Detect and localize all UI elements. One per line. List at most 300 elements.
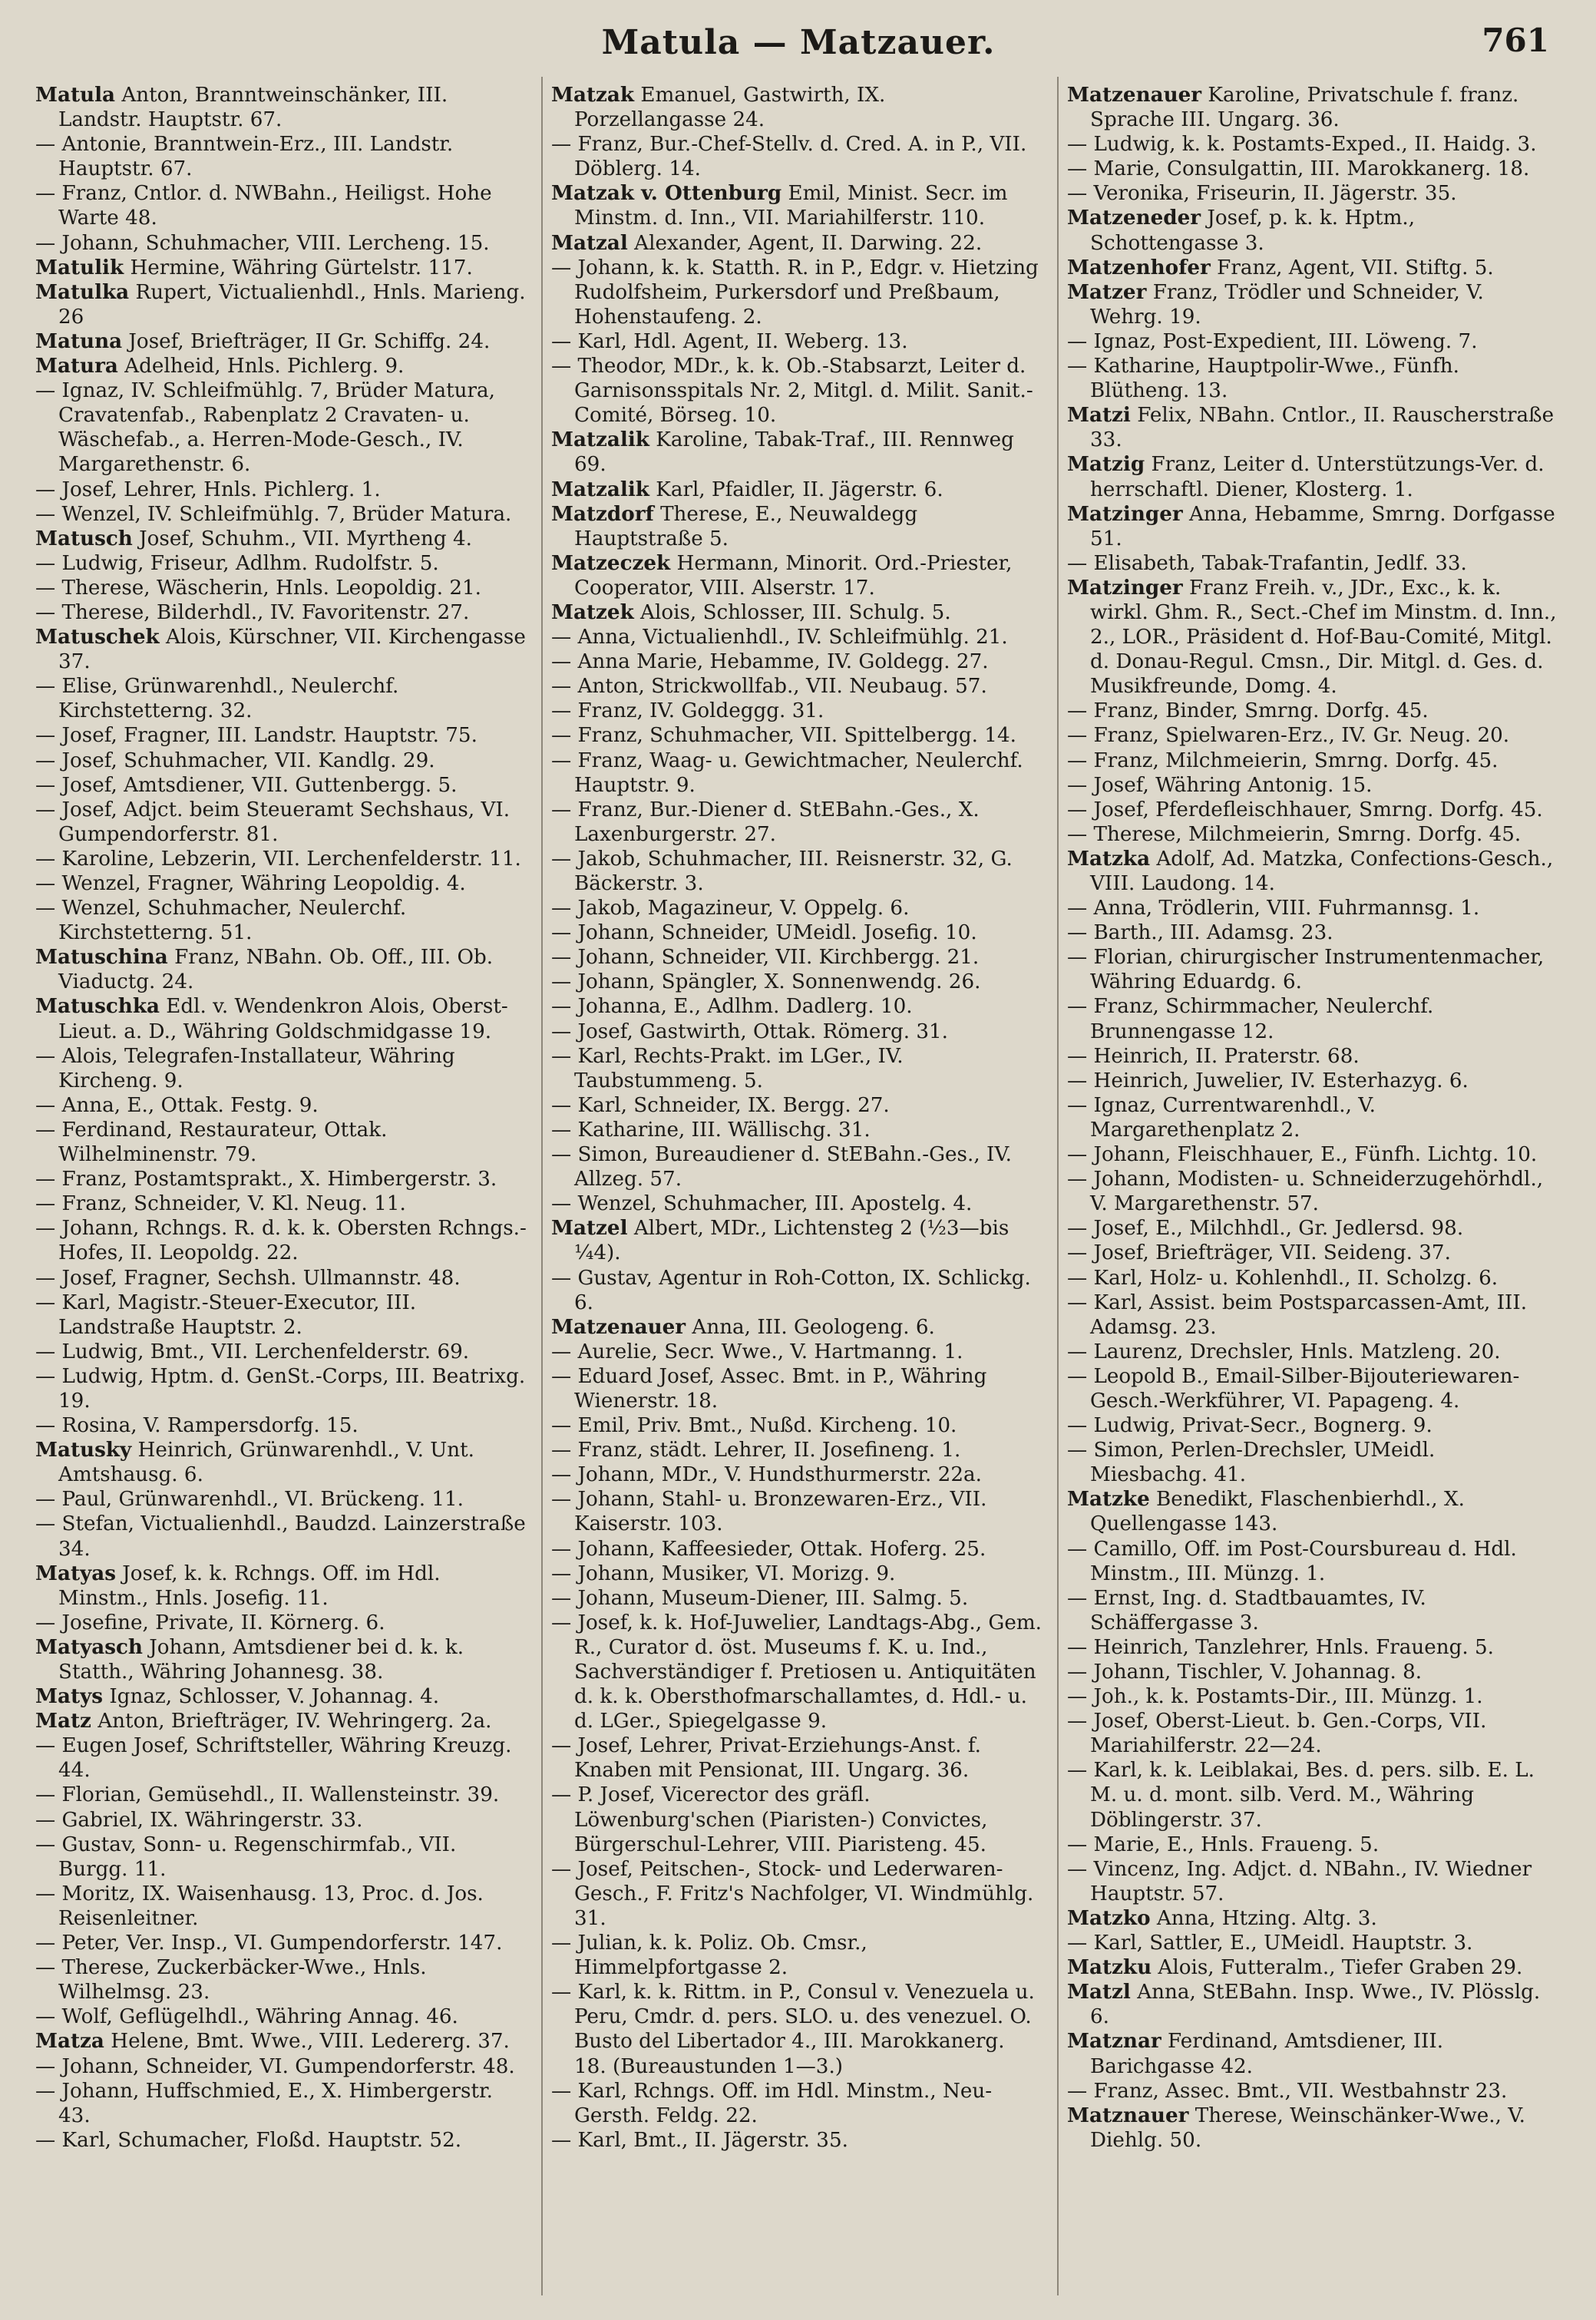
entry-surname: Matzenhofer xyxy=(1067,255,1211,279)
directory-entry xyxy=(551,798,1043,847)
entry-surname: Matzeczek xyxy=(551,550,671,575)
entry-details: — Therese, Wäscherin, Hnls. Leopoldig. 21. xyxy=(35,576,481,600)
directory-entry xyxy=(551,1413,1043,1438)
directory-entry xyxy=(35,280,527,329)
entry-details: — Josef, Lehrer, Hnls. Pichlerg. 1. xyxy=(35,478,381,501)
entry-details: — Gustav, Sonn- u. Regenschirmfab., VII. Burgg. 11. xyxy=(35,1833,457,1881)
directory-entry xyxy=(551,674,1043,699)
directory-entry xyxy=(1067,1857,1558,1906)
entry-details: Emil, Minist. Secr. im Minstm. d. Inn., VII. Mariahilferstr. 110. xyxy=(574,182,1008,230)
entry-details: — Wenzel, Fragner, Währing Leopoldig. 4. xyxy=(35,872,466,895)
entry-details: Alois, Schlosser, III. Schulg. 5. xyxy=(633,600,951,624)
entry-details: — Franz, Milchmeierin, Smrng. Dorfg. 45. xyxy=(1067,749,1499,772)
directory-entry xyxy=(551,1562,1043,1586)
directory-entry xyxy=(35,847,527,871)
directory-entry xyxy=(551,1980,1043,2078)
entry-details: — Eugen Josef, Schriftsteller, Währing Kreuzg. 44. xyxy=(35,1734,512,1783)
directory-entry xyxy=(551,83,1043,132)
directory-entry xyxy=(551,2079,1043,2128)
entry-details: Franz, NBahn. Ob. Off., III. Ob. Viaductg. 24. xyxy=(58,946,494,994)
directory-entry xyxy=(551,1142,1043,1191)
entry-details: — Paul, Grünwarenhdl., VI. Brückeng. 11. xyxy=(35,1488,464,1512)
directory-entry xyxy=(1067,699,1558,723)
directory-entry xyxy=(551,1611,1043,1733)
directory-entry xyxy=(35,1291,527,1340)
entry-details: Anna, III. Geologeng. 6. xyxy=(686,1315,935,1339)
directory-entry xyxy=(35,354,527,378)
entry-details: — Karl, Magistr.-Steuer-Executor, III. Landstraße Hauptstr. 2. xyxy=(35,1291,417,1339)
directory-entry xyxy=(1067,2104,1558,2153)
directory-entry xyxy=(1067,1758,1558,1832)
entry-surname: Matyas xyxy=(35,1561,116,1585)
directory-entry xyxy=(35,1093,527,1118)
directory-entry xyxy=(35,132,527,181)
entry-details: — Josef, Währing Antonig. 15. xyxy=(1067,773,1373,797)
entry-surname: Matzko xyxy=(1067,1905,1151,1930)
directory-entry xyxy=(1067,1931,1558,1955)
directory-entry xyxy=(1067,847,1558,896)
directory-entry xyxy=(1067,206,1558,255)
column-2 xyxy=(551,83,1043,2302)
directory-entry xyxy=(1067,920,1558,945)
entry-details: Adolf, Ad. Matzka, Confections-Gesch., VIII. Laudong. 14. xyxy=(1090,847,1554,895)
directory-entry xyxy=(35,2079,527,2128)
entry-surname: Matzinger xyxy=(1067,501,1183,526)
page-number: 761 xyxy=(1482,21,1549,59)
directory-entry xyxy=(551,625,1043,649)
directory-entry xyxy=(551,1462,1043,1487)
running-title: Matula — Matzauer. xyxy=(601,23,996,62)
entry-details: — Moritz, IX. Waisenhausg. 13, Proc. d. Jos. Reisenleitner. xyxy=(35,1882,484,1930)
directory-entry xyxy=(35,256,527,280)
entry-details: — Veronika, Friseurin, II. Jägerstr. 35. xyxy=(1067,182,1457,206)
entry-details: — Wenzel, Schuhmacher, Neulerchf. Kirchstetterng. 51. xyxy=(35,897,407,945)
entry-details: — P. Josef, Vicerector des gräfl. Löwenburg'schen (Piaristen-) Convictes, Bürgerschul-Lehrer, VIII. Piaristeng. 45. xyxy=(551,1783,988,1856)
entry-details: — Aurelie, Secr. Wwe., V. Hartmanng. 1. xyxy=(551,1340,963,1363)
entry-details: — Anna, Trödlerin, VIII. Fuhrmannsg. 1. xyxy=(1067,897,1480,920)
directory-entry xyxy=(551,231,1043,256)
directory-entry xyxy=(35,994,527,1043)
entry-details: — Karl, Schneider, IX. Bergg. 27. xyxy=(551,1093,890,1117)
directory-entry xyxy=(551,649,1043,674)
directory-entry xyxy=(35,1733,527,1783)
entry-details: Albert, MDr., Lichtensteg 2 (½3—bis ¼4). xyxy=(574,1217,1009,1265)
directory-entry xyxy=(35,1216,527,1265)
entry-details: — Ernst, Ing. d. Stadtbauamtes, IV. Schäffergasse 3. xyxy=(1067,1586,1426,1634)
entry-surname: Matz xyxy=(35,1709,91,1733)
directory-entry xyxy=(1067,798,1558,822)
entry-details: — Franz, Cntlor. d. NWBahn., Heiligst. Hohe Warte 48. xyxy=(35,182,492,230)
entry-details: — Karl, k. k. Rittm. in P., Consul v. Venezuela u. Peru, Cmdr. d. pers. SLO. u. des venezuel. O. Busto del Libertador 4., III. Marokkanerg. 18. (Bureaustunden 1—3.) xyxy=(551,1981,1035,2078)
entry-surname: Matzak v. Ottenburg xyxy=(551,181,782,206)
directory-entry xyxy=(1067,1684,1558,1709)
directory-entry xyxy=(35,2128,527,2153)
entry-details: — Franz, Schuhmacher, VII. Spittelbergg. 14. xyxy=(551,724,1016,748)
directory-entry xyxy=(1067,1586,1558,1635)
entry-details: Heinrich, Grünwarenhdl., V. Unt. Amtshausg. 6. xyxy=(58,1439,474,1487)
entry-details: Felix, NBahn. Cntlor., II. Rauscherstraße 33. xyxy=(1090,404,1555,452)
directory-entry xyxy=(551,1586,1043,1611)
directory-entry xyxy=(1067,822,1558,847)
entry-details: — Ludwig, k. k. Postamts-Exped., II. Haidg. 3. xyxy=(1067,133,1537,157)
directory-entry xyxy=(1067,2079,1558,2104)
entry-details: Anna, Htzing. Altg. 3. xyxy=(1150,1906,1377,1930)
entry-details: — Eduard Josef, Assec. Bmt. in P., Währing Wienerstr. 18. xyxy=(551,1364,987,1413)
entry-details: — Peter, Ver. Insp., VI. Gumpendorferstr. 147. xyxy=(35,1932,503,1955)
directory-entry xyxy=(35,2054,527,2079)
entry-details: — Wenzel, Schuhmacher, III. Apostelg. 4. xyxy=(551,1192,973,1216)
entry-details: — Johann, Schneider, VI. Gumpendorferstr. 48. xyxy=(35,2054,515,2078)
entry-surname: Matusch xyxy=(35,526,133,550)
entry-surname: Matzalik xyxy=(551,477,649,501)
directory-entry xyxy=(1067,1044,1558,1069)
entry-details: — Karl, Sattler, E., UMeidl. Hauptstr. 3. xyxy=(1067,1932,1473,1955)
directory-entry xyxy=(35,1562,527,1611)
directory-entry xyxy=(551,1364,1043,1413)
entry-details: Helene, Bmt. Wwe., VIII. Ledererg. 37. xyxy=(104,2030,510,2054)
entry-details: — Franz, Bur.-Chef-Stellv. d. Cred. A. in P., VII. Döblerg. 14. xyxy=(551,133,1027,181)
entry-details: — Anton, Strickwollfab., VII. Neubaug. 57. xyxy=(551,675,987,699)
entry-details: — Johanna, E., Adlhm. Dadlerg. 10. xyxy=(551,995,913,1019)
entry-details: — Johann, Fleischhauer, E., Fünfh. Lichtg. 10. xyxy=(1067,1143,1538,1167)
entry-details: — Johann, Schneider, UMeidl. Josefig. 10. xyxy=(551,921,977,945)
directory-entry xyxy=(551,1783,1043,1856)
directory-entry xyxy=(35,1512,527,1561)
entry-details: Karoline, Tabak-Traf., III. Rennweg 69. xyxy=(574,428,1014,477)
entry-details: — Josef, Lehrer, Privat-Erziehungs-Anst. f. Knaben mit Pensionat, III. Ungarg. 36. xyxy=(551,1734,981,1783)
entry-details: — Karl, Bmt., II. Jägerstr. 35. xyxy=(551,2128,848,2152)
directory-entry xyxy=(35,896,527,945)
directory-entry xyxy=(35,1684,527,1709)
directory-entry xyxy=(35,1413,527,1438)
directory-entry xyxy=(1067,354,1558,403)
directory-entry xyxy=(1067,994,1558,1043)
entry-details: — Therese, Milchmeierin, Smrng. Dorfg. 45. xyxy=(1067,822,1522,846)
directory-entry xyxy=(1067,1291,1558,1340)
entry-details: — Josef, Oberst-Lieut. b. Gen.-Corps, VII. Mariahilferstr. 22—24. xyxy=(1067,1710,1487,1758)
directory-entry xyxy=(35,773,527,798)
directory-entry xyxy=(1067,551,1558,576)
directory-entry xyxy=(1067,1142,1558,1167)
directory-entry xyxy=(1067,1438,1558,1487)
entry-details: — Josef, Adjct. beim Steueramt Sechshaus, VI. Gumpendorferstr. 81. xyxy=(35,798,511,846)
directory-entry xyxy=(1067,1709,1558,1758)
entry-details: — Camillo, Off. im Post-Coursbureau d. Hdl. Minstm., III. Münzg. 1. xyxy=(1067,1537,1517,1585)
directory-entry xyxy=(1067,1660,1558,1684)
directory-entry xyxy=(35,1266,527,1291)
directory-entry xyxy=(551,723,1043,748)
directory-entry xyxy=(35,1364,527,1413)
directory-entry xyxy=(551,920,1043,945)
entry-details: — Gustav, Agentur in Roh-Cotton, IX. Schlickg. 6. xyxy=(551,1266,1031,1314)
directory-entry xyxy=(35,1931,527,1955)
directory-entry xyxy=(35,723,527,748)
entry-details: — Josef, Briefträger, VII. Seideng. 37. xyxy=(1067,1241,1451,1265)
entry-details: — Josef, E., Milchhdl., Gr. Jedlersd. 98. xyxy=(1067,1217,1464,1241)
entry-surname: Matuschek xyxy=(35,625,160,649)
entry-details: — Simon, Perlen-Drechsler, UMeidl. Miesbachg. 41. xyxy=(1067,1439,1436,1487)
directory-entry xyxy=(35,83,527,132)
entry-details: — Alois, Telegrafen-Installateur, Währing Kircheng. 9. xyxy=(35,1044,455,1092)
entry-details: Anton, Briefträger, IV. Wehringerg. 2a. xyxy=(91,1710,492,1733)
directory-entry xyxy=(35,1118,527,1167)
entry-details: Therese, E., Neuwaldegg Hauptstraße 5. xyxy=(574,502,918,550)
entry-details: — Katharine, Hauptpolir-Wwe., Fünfh. Blütheng. 13. xyxy=(1067,355,1460,403)
entry-details: Anna, Hebamme, Smrng. Dorfgasse 51. xyxy=(1090,502,1555,550)
entry-details: — Karl, Hdl. Agent, II. Weberg. 13. xyxy=(551,329,908,353)
entry-details: — Josef, Pferdefleischhauer, Smrng. Dorfg. 45. xyxy=(1067,798,1543,821)
directory-entry xyxy=(35,1833,527,1882)
entry-details: — Anna, Victualienhdl., IV. Schleifmühlg. 21. xyxy=(551,626,1008,649)
entry-details: — Josef, Schuhmacher, VII. Kandlg. 29. xyxy=(35,749,435,772)
entry-surname: Matura xyxy=(35,354,118,378)
directory-entry xyxy=(551,1315,1043,1340)
entry-details: Benedikt, Flaschenbierhdl., X. Quellengasse 143. xyxy=(1090,1488,1465,1536)
directory-entry xyxy=(1067,329,1558,354)
entry-details: Therese, Weinschänker-Wwe., V. Diehlg. 50. xyxy=(1090,2104,1525,2152)
entry-details: Josef, k. k. Rchngs. Off. im Hdl. Minstm., Hnls. Josefig. 11. xyxy=(58,1562,441,1610)
entries-columns xyxy=(35,83,1563,2302)
entry-details: — Franz, Bur.-Diener d. StEBahn.-Ges., X. Laxenburgerstr. 27. xyxy=(551,798,980,846)
directory-entry xyxy=(1067,181,1558,206)
entry-surname: Matzel xyxy=(551,1216,628,1241)
entry-details: — Josef, Amtsdiener, VII. Guttenbergg. 5. xyxy=(35,773,458,797)
entry-details: — Stefan, Victualienhdl., Baudzd. Lainzerstraße 34. xyxy=(35,1512,526,1561)
directory-entry xyxy=(551,2128,1043,2153)
directory-entry xyxy=(35,329,527,354)
entry-details: — Franz, Waag- u. Gewichtmacher, Neulerchf. Hauptstr. 9. xyxy=(551,749,1023,797)
entry-details: — Elisabeth, Tabak-Trafantin, Jedlf. 33. xyxy=(1067,551,1467,575)
entry-details: — Theodor, MDr., k. k. Ob.-Stabsarzt, Leiter d. Garnisonsspitals Nr. 2, Mitgl. d. Milit. Sanit.-Comité, Börseg. 10. xyxy=(551,355,1033,428)
directory-entry xyxy=(551,1093,1043,1118)
entry-details: — Karl, Holz- u. Kohlenhdl., II. Scholzg. 6. xyxy=(1067,1266,1499,1290)
directory-entry xyxy=(35,1438,527,1487)
directory-entry xyxy=(35,478,527,502)
entry-details: Alois, Kürschner, VII. Kirchengasse 37. xyxy=(58,626,526,674)
directory-entry xyxy=(1067,502,1558,551)
directory-entry xyxy=(551,1487,1043,1536)
directory-entry xyxy=(1067,896,1558,920)
directory-entry xyxy=(551,1044,1043,1093)
directory-entry xyxy=(551,970,1043,994)
entry-details: — Josef, Fragner, Sechsh. Ullmannstr. 48. xyxy=(35,1266,461,1290)
entry-details: — Florian, chirurgischer Instrumentenmacher, Währing Eduardg. 6. xyxy=(1067,946,1545,994)
entry-details: Ignaz, Schlosser, V. Johannag. 4. xyxy=(103,1685,440,1709)
entry-surname: Matuschka xyxy=(35,994,160,1019)
directory-entry xyxy=(1067,1906,1558,1931)
entry-surname: Matzig xyxy=(1067,452,1145,477)
directory-entry xyxy=(551,994,1043,1019)
entry-details: — Heinrich, II. Praterstr. 68. xyxy=(1067,1044,1360,1068)
entry-details: — Elise, Grünwarenhdl., Neulerchf. Kirchstetterng. 32. xyxy=(35,675,399,723)
directory-entry xyxy=(551,945,1043,970)
directory-entry xyxy=(1067,256,1558,280)
entry-details: — Heinrich, Juwelier, IV. Esterhazyg. 6. xyxy=(1067,1069,1469,1092)
entry-details: Hermann, Minorit. Ord.-Priester, Cooperator, VIII. Alserstr. 17. xyxy=(574,551,1013,600)
entry-details: — Florian, Gemüsehdl., II. Wallensteinstr. 39. xyxy=(35,1783,500,1807)
entry-details: — Ludwig, Privat-Secr., Bognerg. 9. xyxy=(1067,1414,1432,1438)
entry-details: — Anna, E., Ottak. Festg. 9. xyxy=(35,1093,319,1117)
directory-entry xyxy=(1067,1537,1558,1586)
page-header xyxy=(31,17,1566,71)
directory-entry xyxy=(1067,157,1558,181)
entry-details: — Wenzel, IV. Schleifmühlg. 7, Brüder Matura. xyxy=(35,502,512,526)
entry-details: — Johann, Schneider, VII. Kirchbergg. 21. xyxy=(551,946,980,970)
entry-details: — Johann, k. k. Statth. R. in P., Edgr. v. Hietzing Rudolfsheim, Purkersdorf und Preßbaum, Hohenstaufeng. 2. xyxy=(551,256,1039,329)
entry-details: — Johann, Tischler, V. Johannag. 8. xyxy=(1067,1661,1423,1684)
entry-details: Franz, Agent, VII. Stiftg. 5. xyxy=(1210,256,1494,279)
entry-details: — Josef, Fragner, III. Landstr. Hauptstr. 75. xyxy=(35,724,477,748)
entry-details: — Franz, Assec. Bmt., VII. Westbahnstr 23. xyxy=(1067,2079,1508,2103)
entry-details: — Franz, IV. Goldeggg. 31. xyxy=(551,699,824,723)
entry-details: Karoline, Privatschule f. franz. Sprache III. Ungarg. 36. xyxy=(1090,84,1519,132)
directory-entry xyxy=(551,256,1043,329)
entry-details: — Karl, k. k. Leiblakai, Bes. d. pers. silb. E. L. M. u. d. mont. silb. Verd. M., Währing Döblingerstr. 37. xyxy=(1067,1759,1535,1832)
directory-entry xyxy=(35,181,527,230)
entry-details: — Franz, Postamtsprakt., X. Himbergerstr. 3. xyxy=(35,1168,497,1191)
entry-details: Rupert, Victualienhdl., Hnls. Marieng. 26 xyxy=(58,280,526,329)
entry-details: — Josefine, Private, II. Körnerg. 6. xyxy=(35,1611,385,1634)
entry-details: Ferdinand, Amtsdiener, III. Barichgasse 42. xyxy=(1090,2030,1444,2078)
entry-details: — Johann, MDr., V. Hundsthurmerstr. 22a. xyxy=(551,1463,982,1487)
directory-entry xyxy=(551,1216,1043,1265)
directory-entry xyxy=(551,1266,1043,1315)
entry-surname: Matzke xyxy=(1067,1487,1150,1512)
entry-details: — Franz, städt. Lehrer, II. Josefineng. 1. xyxy=(551,1439,961,1462)
directory-entry xyxy=(1067,1340,1558,1364)
directory-entry xyxy=(35,674,527,723)
directory-entry xyxy=(551,749,1043,798)
entry-surname: Matzl xyxy=(1067,1980,1131,2004)
entry-details: — Ignaz, Currentwarenhdl., V. Margarethenplatz 2. xyxy=(1067,1093,1376,1142)
entry-details: — Jakob, Magazineur, V. Oppelg. 6. xyxy=(551,897,910,920)
entry-details: — Ludwig, Hptm. d. GenSt.-Corps, III. Beatrixg. 19. xyxy=(35,1364,526,1413)
directory-entry xyxy=(35,1955,527,2004)
entry-surname: Matzdorf xyxy=(551,501,654,526)
entry-details: Adelheid, Hnls. Pichlerg. 9. xyxy=(117,355,405,378)
directory-entry xyxy=(1067,403,1558,452)
directory-entry xyxy=(1067,576,1558,699)
directory-entry xyxy=(35,1882,527,1931)
directory-entry xyxy=(35,1191,527,1216)
directory-entry xyxy=(1067,1635,1558,1660)
directory-entry xyxy=(1067,1487,1558,1536)
entry-details: — Karoline, Lebzerin, VII. Lerchenfelderstr. 11. xyxy=(35,847,521,871)
directory-entry xyxy=(35,2004,527,2029)
entry-details: Edl. v. Wendenkron Alois, Oberst-Lieut. a. D., Währing Goldschmidgasse 19. xyxy=(58,995,508,1043)
entry-surname: Matuna xyxy=(35,329,123,353)
directory-entry xyxy=(35,2029,527,2054)
directory-entry xyxy=(551,502,1043,551)
entry-details: — Ignaz, IV. Schleifmühlg. 7, Brüder Matura, Cravatenfab., Rabenplatz 2 Cravaten- u. Wäschefab., a. Herren-Mode-Gesch., IV. Margarethenstr. 6. xyxy=(35,379,495,477)
entry-details: Karl, Pfaidler, II. Jägerstr. 6. xyxy=(649,478,943,501)
entry-surname: Matza xyxy=(35,2029,104,2054)
directory-entry xyxy=(551,847,1043,896)
entry-details: — Leopold B., Email-Silber-Bijouteriewaren-Gesch.-Werkführer, VI. Papageng. 4. xyxy=(1067,1364,1520,1413)
entry-details: — Laurenz, Drechsler, Hnls. Matzleng. 20. xyxy=(1067,1340,1501,1363)
entry-surname: Matyasch xyxy=(35,1634,143,1659)
entry-details: — Ignaz, Post-Expedient, III. Löweng. 7. xyxy=(1067,329,1478,353)
entry-surname: Matzi xyxy=(1067,403,1131,428)
directory-entry xyxy=(1067,1216,1558,1241)
directory-entry xyxy=(35,231,527,256)
directory-entry xyxy=(1067,1241,1558,1265)
entry-details: Hermine, Währing Gürtelstr. 117. xyxy=(124,256,473,279)
entry-details: — Ludwig, Friseur, Adlhm. Rudolfstr. 5. xyxy=(35,551,439,575)
directory-entry xyxy=(35,576,527,600)
entry-details: — Wolf, Geflügelhdl., Währing Annag. 46. xyxy=(35,2005,458,2029)
directory-entry xyxy=(1067,452,1558,501)
entry-details: Anna, StEBahn. Insp. Wwe., IV. Plösslg. 6. xyxy=(1090,1981,1541,2029)
entry-details: — Franz, Schneider, V. Kl. Neug. 11. xyxy=(35,1192,406,1216)
entry-details: — Emil, Priv. Bmt., Nußd. Kircheng. 10. xyxy=(551,1414,957,1438)
directory-entry xyxy=(1067,83,1558,132)
directory-entry xyxy=(1067,723,1558,748)
entry-details: Franz Freih. v., JDr., Exc., k. k. wirkl. Ghm. R., Sect.-Chef im Minstm. d. Inn., 2., LOR., Präsident d. Hof-Bau-Comité, Mitgl. d. Donau-Regul. Cmsn., Dir. Mitgl. d. Ges. d. Musikfreunde, Domg. 4. xyxy=(1090,576,1557,699)
entry-details: — Franz, Spielwaren-Erz., IV. Gr. Neug. 20. xyxy=(1067,724,1510,748)
directory-entry xyxy=(35,1167,527,1191)
entry-surname: Matzenauer xyxy=(551,1314,686,1339)
entry-details: — Heinrich, Tanzlehrer, Hnls. Fraueng. 5. xyxy=(1067,1635,1495,1659)
directory-entry xyxy=(1067,132,1558,157)
entry-surname: Matzek xyxy=(551,600,634,624)
directory-entry xyxy=(1067,280,1558,329)
entry-details: — Barth., III. Adamsg. 23. xyxy=(1067,921,1333,945)
entry-details: — Joh., k. k. Postamts-Dir., III. Münzg. 1. xyxy=(1067,1685,1483,1709)
directory-entry xyxy=(551,181,1043,230)
entry-details: — Katharine, III. Wällischg. 31. xyxy=(551,1118,871,1142)
directory-entry xyxy=(35,945,527,994)
entry-details: — Antonie, Branntwein-Erz., III. Landstr. Hauptstr. 67. xyxy=(35,133,454,181)
entry-surname: Matzka xyxy=(1067,846,1151,871)
directory-entry xyxy=(35,798,527,847)
entry-details: — Karl, Assist. beim Postsparcassen-Amt, III. Adamsg. 23. xyxy=(1067,1291,1528,1339)
column-1 xyxy=(35,83,527,2302)
entry-surname: Matzku xyxy=(1067,1955,1152,1980)
entry-details: Emanuel, Gastwirth, IX. Porzellangasse 24. xyxy=(574,84,886,132)
directory-entry xyxy=(551,1733,1043,1783)
entry-details: — Simon, Bureaudiener d. StEBahn.-Ges., IV. Allzeg. 57. xyxy=(551,1143,1012,1191)
directory-entry xyxy=(551,1537,1043,1562)
entry-details: — Therese, Zuckerbäcker-Wwe., Hnls. Wilhelmsg. 23. xyxy=(35,1956,427,2004)
column-3 xyxy=(1067,83,1558,2302)
directory-entry xyxy=(35,527,527,551)
entry-details: — Johann, Spängler, X. Sonnenwendg. 26. xyxy=(551,970,981,994)
entry-details: — Anna Marie, Hebamme, IV. Goldegg. 27. xyxy=(551,650,989,674)
entry-details: — Karl, Schumacher, Floßd. Hauptstr. 52. xyxy=(35,2128,462,2152)
directory-entry xyxy=(35,871,527,896)
entry-surname: Matuschina xyxy=(35,945,168,970)
entry-details: Franz, Leiter d. Unterstützungs-Ver. d. herrschaftl. Diener, Klosterg. 1. xyxy=(1090,453,1545,501)
entry-details: — Johann, Rchngs. R. d. k. k. Obersten Rchngs.-Hofes, II. Leopoldg. 22. xyxy=(35,1217,527,1265)
entry-details: Josef, Schuhm., VII. Myrtheng 4. xyxy=(132,527,472,550)
entry-surname: Matznar xyxy=(1067,2029,1161,2054)
entry-details: Anton, Branntweinschänker, III. Landstr. Hauptstr. 67. xyxy=(58,84,448,132)
directory-entry xyxy=(1067,1364,1558,1413)
entry-details: — Josef, Peitschen-, Stock- und Lederwaren-Gesch., F. Fritz's Nachfolger, VI. Windmühlg. 31. xyxy=(551,1857,1034,1930)
entry-surname: Matula xyxy=(35,83,116,107)
entry-surname: Matzal xyxy=(551,230,628,255)
directory-entry xyxy=(551,132,1043,181)
directory-entry xyxy=(35,1340,527,1364)
directory-entry xyxy=(551,1857,1043,1931)
entry-details: — Johann, Stahl- u. Bronzewaren-Erz., VII. Kaiserstr. 103. xyxy=(551,1488,987,1536)
directory-entry xyxy=(1067,773,1558,798)
entry-details: — Therese, Bilderhdl., IV. Favoritenstr. 27. xyxy=(35,600,470,624)
entry-details: — Ludwig, Bmt., VII. Lerchenfelderstr. 69. xyxy=(35,1340,470,1363)
directory-entry xyxy=(35,1611,527,1635)
directory-entry xyxy=(1067,1093,1558,1142)
